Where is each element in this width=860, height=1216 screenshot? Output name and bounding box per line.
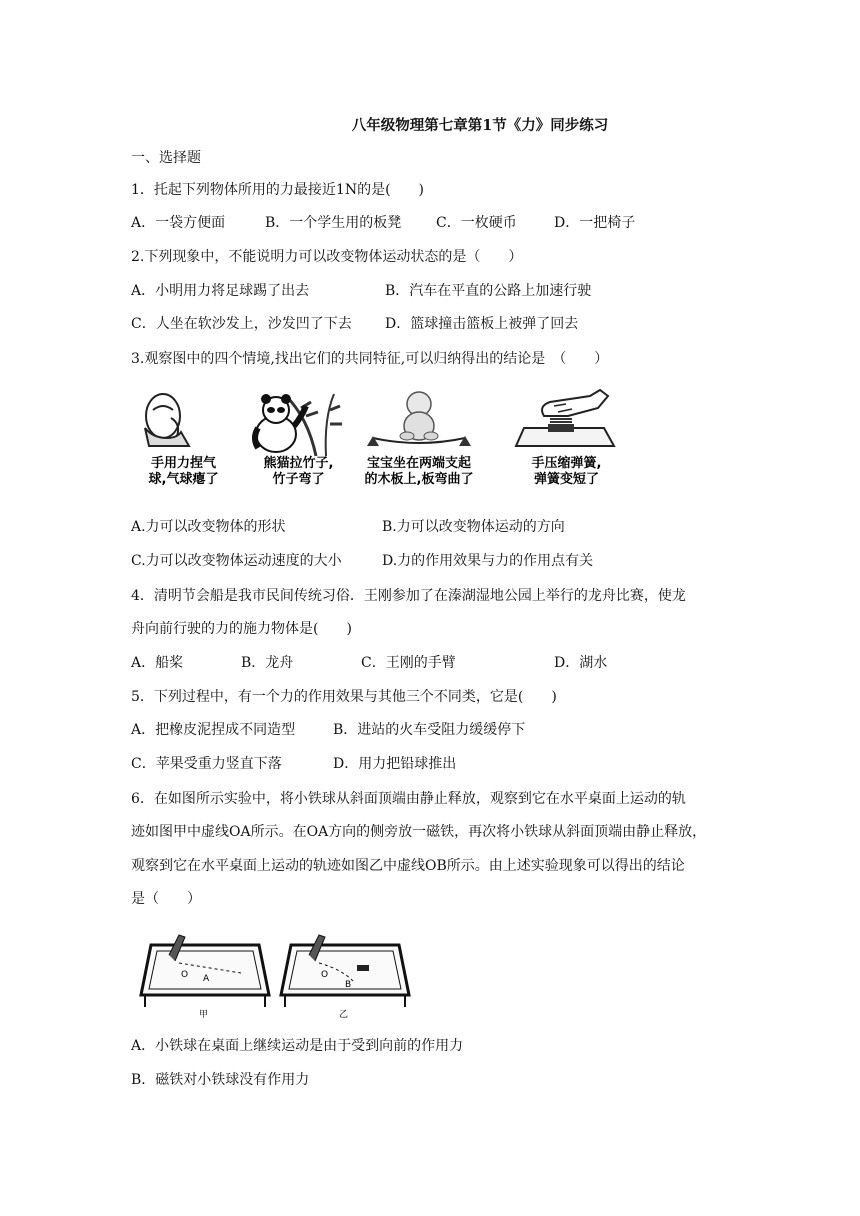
option-c: C．人坐在软沙发上，沙发凹了下去 bbox=[131, 316, 352, 332]
caption-line1: 熊猫拉竹子, bbox=[263, 456, 334, 471]
question-1-stem: 1．托起下列物体所用的力最接近1N的是( ) bbox=[131, 182, 424, 198]
option-a: A．小明用力将足球踢了出去 bbox=[131, 283, 310, 299]
option-b: B．汽车在平直的公路上加速行驶 bbox=[385, 283, 592, 299]
option-d: D.力的作用效果与力的作用点有关 bbox=[382, 553, 594, 569]
option-b: B．龙舟 bbox=[241, 655, 294, 671]
figure-hand-balloon bbox=[131, 388, 236, 494]
question-2-options-row1 bbox=[131, 282, 591, 300]
question-6-stem-line4: 是（ ） bbox=[131, 891, 201, 907]
figure-panda-bamboo bbox=[246, 388, 351, 494]
caption-line1: 宝宝坐在两端支起 bbox=[366, 456, 471, 471]
option-a: A．船桨 bbox=[131, 655, 184, 671]
option-c: C．苹果受重力竖直下落 bbox=[131, 756, 282, 772]
question-3-options-row1 bbox=[131, 518, 565, 536]
question-6-stem-line2: 迹如图甲中虚线OA所示。在OA方向的侧旁放一磁铁，再次将小铁球从斜面顶端由静止释放， bbox=[131, 824, 707, 840]
label-a: A bbox=[203, 974, 210, 984]
option-b: B．一个学生用的板凳 bbox=[265, 215, 402, 231]
section-heading: 一、选择题 bbox=[131, 150, 201, 166]
question-3-options-row2 bbox=[131, 552, 593, 570]
label-o: O bbox=[321, 970, 329, 980]
page-title: 八年级物理第七章第1节《力》同步练习 bbox=[351, 117, 609, 134]
caption-line1: 手压缩弹簧, bbox=[531, 456, 602, 471]
question-5-options-row2 bbox=[131, 755, 456, 773]
option-a: A.力可以改变物体的形状 bbox=[131, 519, 286, 535]
caption-line2: 弹簧变短了 bbox=[533, 472, 599, 487]
question-1-options bbox=[131, 214, 635, 232]
label-jia: 甲 bbox=[199, 1010, 209, 1020]
question-4-stem-line1: 4．清明节会船是我市民间传统习俗．王刚参加了在溱湖湿地公园上举行的龙舟比赛，使龙 bbox=[131, 588, 686, 604]
caption-line2: 的木板上,板弯曲了 bbox=[364, 472, 474, 487]
question-6-option-b: B．磁铁对小铁球没有作用力 bbox=[131, 1072, 310, 1088]
question-3-figures bbox=[131, 388, 621, 494]
question-6-figure bbox=[131, 925, 421, 1021]
option-c: C．一枚硬币 bbox=[436, 215, 517, 231]
label-yi: 乙 bbox=[339, 1010, 349, 1020]
option-a: A．一袋方便面 bbox=[131, 215, 226, 231]
option-c: C．王刚的手臂 bbox=[361, 655, 456, 671]
question-4-options bbox=[131, 654, 607, 672]
figure-hand-spring bbox=[514, 388, 619, 494]
option-c: C.力可以改变物体运动速度的大小 bbox=[131, 553, 342, 569]
figure-baby-board bbox=[359, 388, 479, 494]
caption-line2: 竹子弯了 bbox=[272, 472, 325, 487]
question-3-stem: 3.观察图中的四个情境,找出它们的共同特征,可以归纳得出的结论是 （ ） bbox=[131, 351, 609, 367]
option-b: B.力可以改变物体运动的方向 bbox=[382, 519, 565, 535]
caption-line1: 手用力捏气 bbox=[150, 456, 216, 471]
question-5-options-row1 bbox=[131, 721, 525, 739]
option-d: D．用力把铅球推出 bbox=[333, 756, 457, 772]
question-4-stem-line2: 舟向前行驶的力的施力物体是( ) bbox=[131, 621, 352, 637]
question-6-stem-line1: 6．在如图所示实验中，将小铁球从斜面顶端由静止释放，观察到它在水平桌面上运动的轨 bbox=[131, 791, 686, 807]
option-d: D．湖水 bbox=[554, 655, 608, 671]
question-2-options-row2 bbox=[131, 315, 578, 333]
question-5-stem: 5．下列过程中，有一个力的作用效果与其他三个不同类，它是( ) bbox=[131, 689, 557, 705]
label-b: B bbox=[345, 980, 352, 990]
option-d: D．篮球撞击篮板上被弹了回去 bbox=[385, 316, 579, 332]
option-b: B．进站的火车受阻力缓缓停下 bbox=[333, 722, 526, 738]
question-6-stem-line3: 观察到它在水平桌面上运动的轨迹如图乙中虚线OB所示。由上述实验现象可以得出的结论 bbox=[131, 858, 685, 874]
option-a: A．把橡皮泥捏成不同造型 bbox=[131, 722, 296, 738]
question-2-stem: 2.下列现象中，不能说明力可以改变物体运动状态的是（ ） bbox=[131, 249, 523, 265]
label-o: O bbox=[181, 970, 189, 980]
caption-line2: 球,气球瘪了 bbox=[148, 472, 219, 487]
option-d: D．一把椅子 bbox=[554, 215, 636, 231]
question-6-option-a: A．小铁球在桌面上继续运动是由于受到向前的作用力 bbox=[131, 1038, 464, 1054]
